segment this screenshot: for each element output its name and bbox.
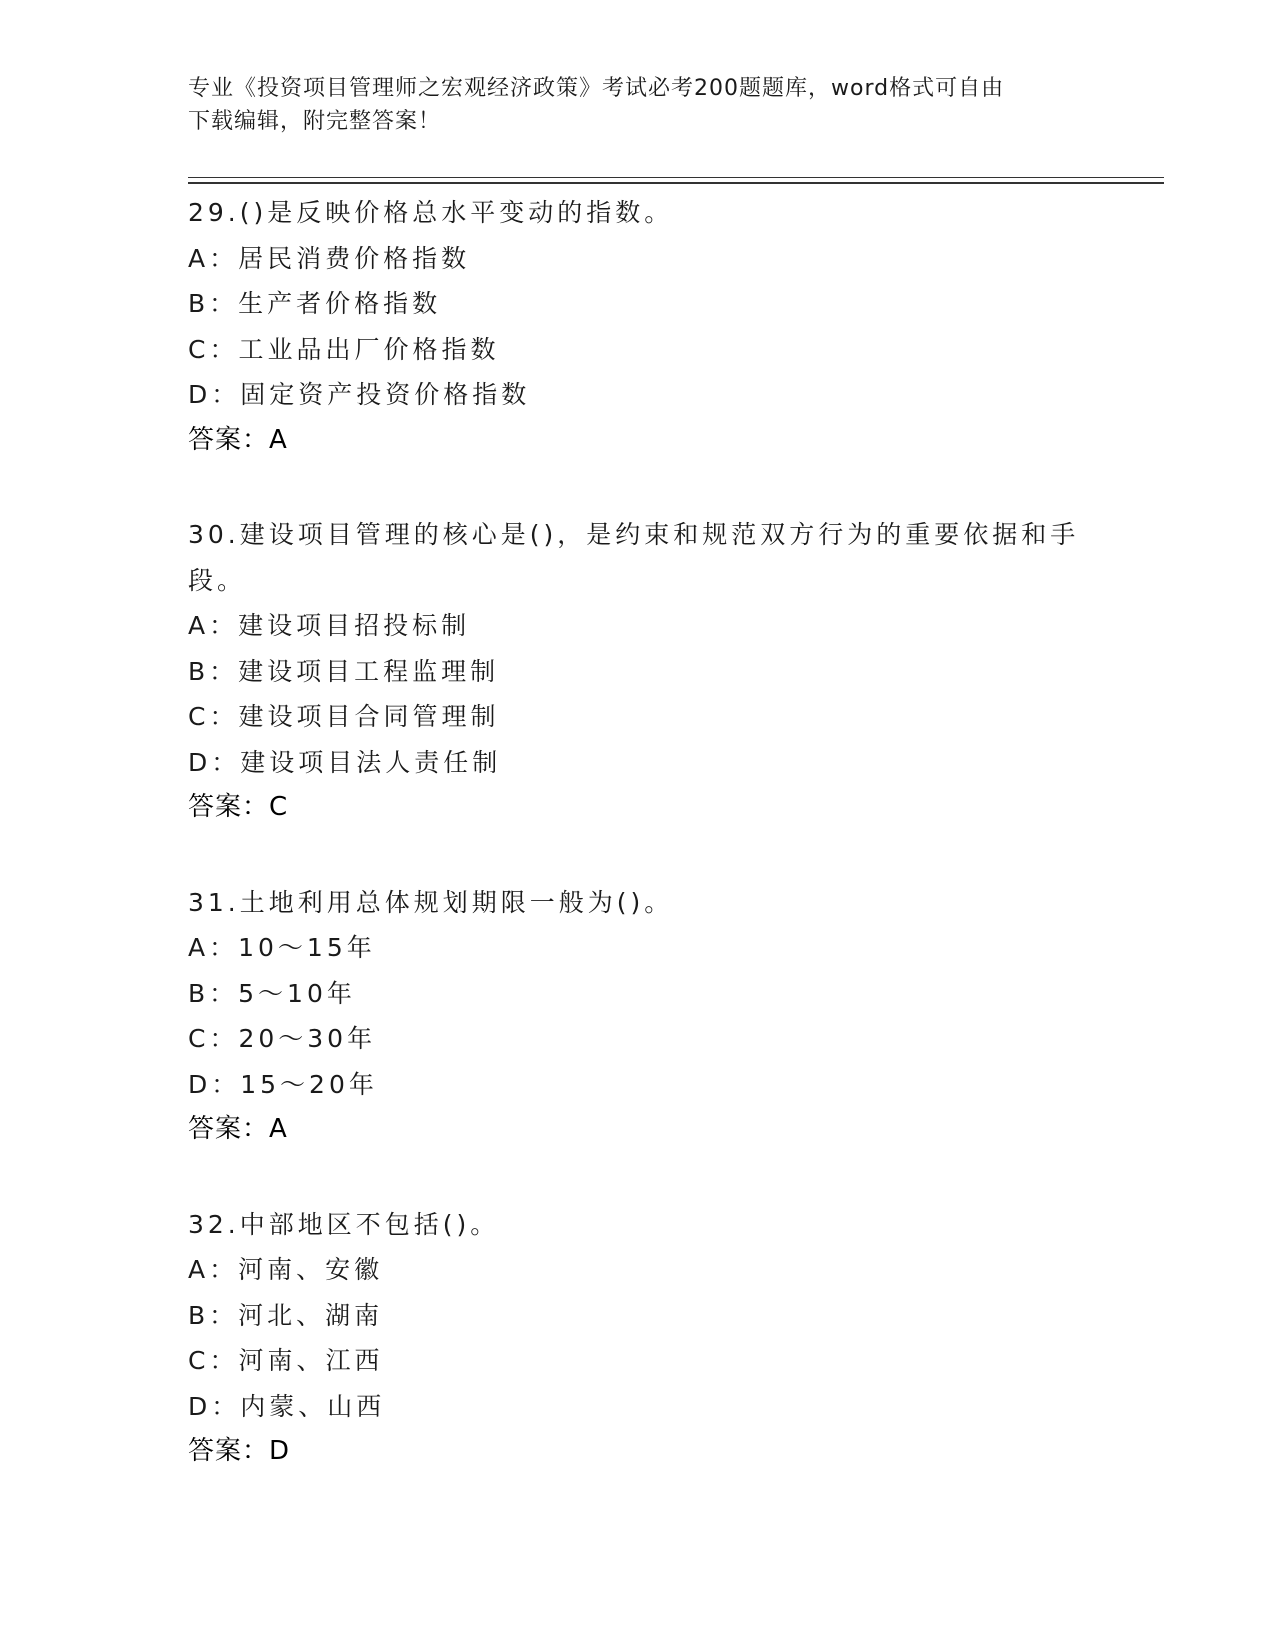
document-header	[188, 72, 1088, 138]
option-d: D：建设项目法人责任制	[188, 747, 502, 777]
option-b: B：河北、湖南	[188, 1300, 384, 1330]
answer-line: 答案：A	[188, 1114, 288, 1144]
option-b: B：5～10年	[188, 978, 356, 1008]
option-a: A：河南、安徽	[188, 1255, 384, 1284]
answer-line: 答案：A	[188, 424, 288, 455]
option-b: B：生产者价格指数	[188, 289, 442, 318]
header-rule-thick	[188, 182, 1164, 184]
option-a: A：居民消费价格指数	[188, 243, 471, 273]
question-stem: 29.()是反映价格总水平变动的指数。	[188, 198, 674, 227]
question-32	[188, 1202, 1088, 1475]
option-c: C：河南、江西	[188, 1346, 384, 1375]
header-line-2: 下载编辑，附完整答案！	[188, 109, 442, 134]
option-d: D：固定资产投资价格指数	[188, 380, 531, 409]
header-rule-thin	[188, 177, 1164, 178]
option-d: D：内蒙、山西	[188, 1391, 386, 1421]
option-b: B：建设项目工程监理制	[188, 656, 500, 686]
option-c: C：20～30年	[188, 1024, 377, 1053]
answer-line: 答案：C	[188, 792, 289, 822]
question-stem: 31.土地利用总体规划期限一般为()。	[188, 887, 674, 917]
option-a: A：10～15年	[188, 933, 376, 962]
answer-line: 答案：D	[188, 1436, 291, 1466]
question-stem: 32.中部地区不包括()。	[188, 1209, 500, 1239]
question-list	[188, 190, 1088, 1475]
option-c: C：建设项目合同管理制	[188, 702, 500, 731]
question-29	[188, 190, 1088, 463]
question-30	[188, 512, 1088, 831]
option-a: A：建设项目招投标制	[188, 611, 471, 640]
header-line-1: 专业《投资项目管理师之宏观经济政策》考试必考200题题库，word格式可自由	[188, 76, 1005, 101]
question-stem-line-1: 30.建设项目管理的核心是()，是约束和规范双方行为的重要依据和手	[188, 520, 1080, 549]
option-d: D：15～20年	[188, 1069, 378, 1099]
question-stem-line-2: 段。	[188, 565, 247, 595]
question-31	[188, 880, 1088, 1153]
option-c: C：工业品出厂价格指数	[188, 334, 500, 364]
